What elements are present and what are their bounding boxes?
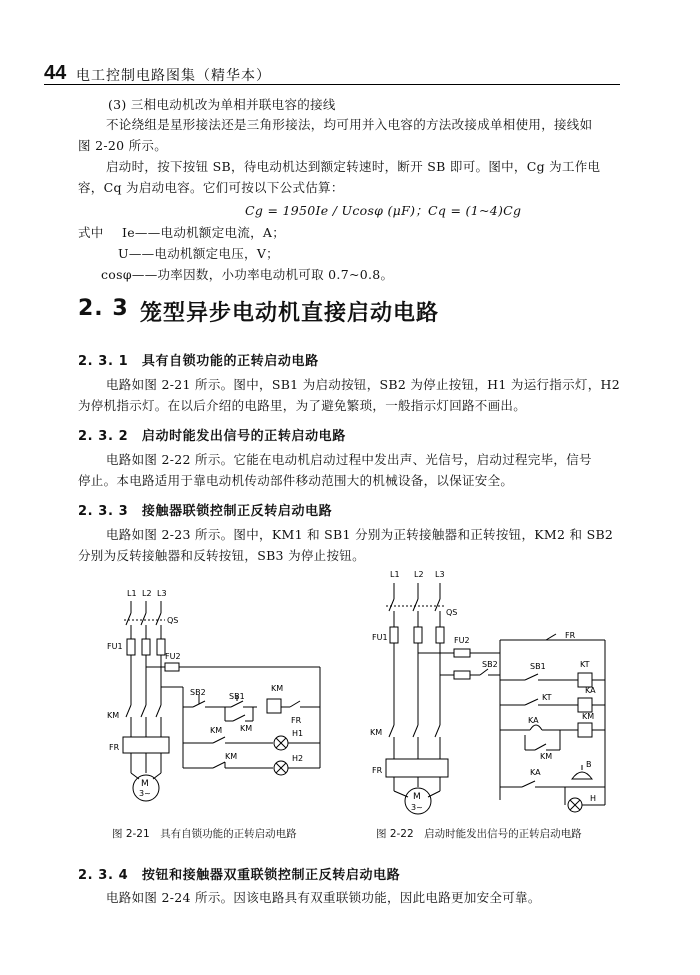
page-number: 44 [44, 62, 67, 84]
label-h: H [590, 794, 597, 803]
subsection-heading: 2. 3. 2 启动时能发出信号的正转启动电路 [78, 429, 346, 444]
label-sb2: SB2 [482, 660, 498, 669]
label-l1: L1 [127, 589, 137, 598]
figure-caption: 图 2-21 具有自锁功能的正转启动电路 [112, 828, 297, 840]
label-ka: KA [528, 716, 539, 725]
label-qs: QS [167, 616, 179, 625]
label-km: KM [210, 726, 223, 735]
label-fu2: FU2 [454, 636, 470, 645]
circuit-diagram-fig-2-21 [95, 583, 340, 813]
label-qs: QS [446, 608, 458, 617]
label-km: KM [240, 724, 253, 733]
label-sb2: SB2 [190, 688, 206, 697]
label-l2: L2 [414, 570, 424, 579]
motor-label: M [141, 779, 149, 789]
paragraph-line: 不论绕组是星形接法还是三角形接法，均可用并入电容的方法改接成单相使用，接线如 [106, 117, 593, 132]
label-km: KM [107, 711, 120, 720]
subsection-heading: 2. 3. 3 接触器联锁控制正反转启动电路 [78, 504, 333, 519]
subsection-heading: 2. 3. 1 具有自锁功能的正转启动电路 [78, 354, 319, 369]
label-fr: FR [109, 743, 120, 752]
label-fr: FR [291, 716, 302, 725]
label-h1: H1 [292, 729, 304, 738]
label-fu2: FU2 [165, 652, 181, 661]
paragraph-line: 电路如图 2-23 所示。图中，KM1 和 SB1 分别为正转接触器和正转按钮，KM2 和 SB2 [106, 527, 614, 542]
subsection-heading: 2. 3. 4 按钮和接触器双重联锁控制正反转启动电路 [78, 868, 401, 883]
label-fu1: FU1 [107, 642, 123, 651]
label-km: KM [540, 752, 553, 761]
label-ka: KA [585, 686, 596, 695]
paragraph-line: 分别为反转接触器和反转按钮，SB3 为停止按钮。 [78, 548, 365, 563]
motor-phase: 3~ [411, 803, 423, 812]
motor-label: M [413, 792, 421, 802]
section-number: 2. 3 [78, 296, 129, 321]
paragraph-line: 电路如图 2-21 所示。图中，SB1 为启动按钮，SB2 为停止按钮，H1 为运行指示灯，H2 [106, 377, 620, 392]
definition-line: Ie——电动机额定电流，A； [122, 225, 286, 240]
label-sb1: SB1 [530, 662, 546, 671]
label-km: KM [225, 752, 238, 761]
where-label: 式中 [78, 225, 104, 240]
definition-line: cosφ——功率因数，小功率电动机可取 0.7~0.8。 [101, 267, 394, 282]
label-fr: FR [372, 766, 383, 775]
book-title: 电工控制电路图集（精华本） [76, 68, 271, 84]
label-l1: L1 [390, 570, 400, 579]
label-h2: H2 [292, 754, 304, 763]
label-km: KM [271, 684, 284, 693]
label-l3: L3 [435, 570, 445, 579]
paragraph-line: 停止。本电路适用于靠电动机传动部件移动范围大的机械设备，以保证安全。 [78, 473, 514, 488]
paragraph-line: 启动时，按下按钮 SB，待电动机达到额定转速时，断开 SB 即可。图中，Cg 为工作电 [106, 159, 601, 174]
paragraph-line: 电路如图 2-22 所示。它能在电动机启动过程中发出声、光信号，启动过程完毕，信号 [106, 452, 592, 467]
label-sb1: SB1 [229, 692, 245, 701]
motor-phase: 3~ [139, 789, 151, 798]
formula: Cg = 1950Ie / Ucosφ (μF)；Cq = (1~4)Cg [245, 203, 522, 218]
label-kt: KT [542, 693, 552, 702]
label-km: KM [370, 728, 383, 737]
figure-caption: 图 2-22 启动时能发出信号的正转启动电路 [376, 828, 582, 840]
label-l2: L2 [142, 589, 152, 598]
label-fu1: FU1 [372, 633, 388, 642]
label-b: B [586, 760, 592, 769]
paragraph-line: 电路如图 2-24 所示。因该电路具有双重联锁功能，因此电路更加安全可靠。 [106, 890, 541, 905]
label-fr: FR [565, 631, 576, 640]
section-title: 笼型异步电动机直接启动电路 [140, 301, 440, 326]
definition-line: U——电动机额定电压，V； [118, 246, 279, 261]
circuit-diagram-fig-2-22 [360, 565, 625, 825]
paragraph-line: 图 2-20 所示。 [78, 138, 168, 153]
label-ka: KA [530, 768, 541, 777]
label-kt: KT [580, 660, 590, 669]
subsection-title: (3) 三相电动机改为单相并联电容的接线 [108, 97, 336, 112]
paragraph-line: 容，Cq 为启动电容。它们可按以下公式估算： [78, 180, 344, 195]
paragraph-line: 为停机指示灯。在以后介绍的电路里，为了避免繁琐，一般指示灯回路不画出。 [78, 398, 527, 413]
header-rule [44, 84, 620, 85]
label-l3: L3 [157, 589, 167, 598]
label-km: KM [582, 712, 595, 721]
